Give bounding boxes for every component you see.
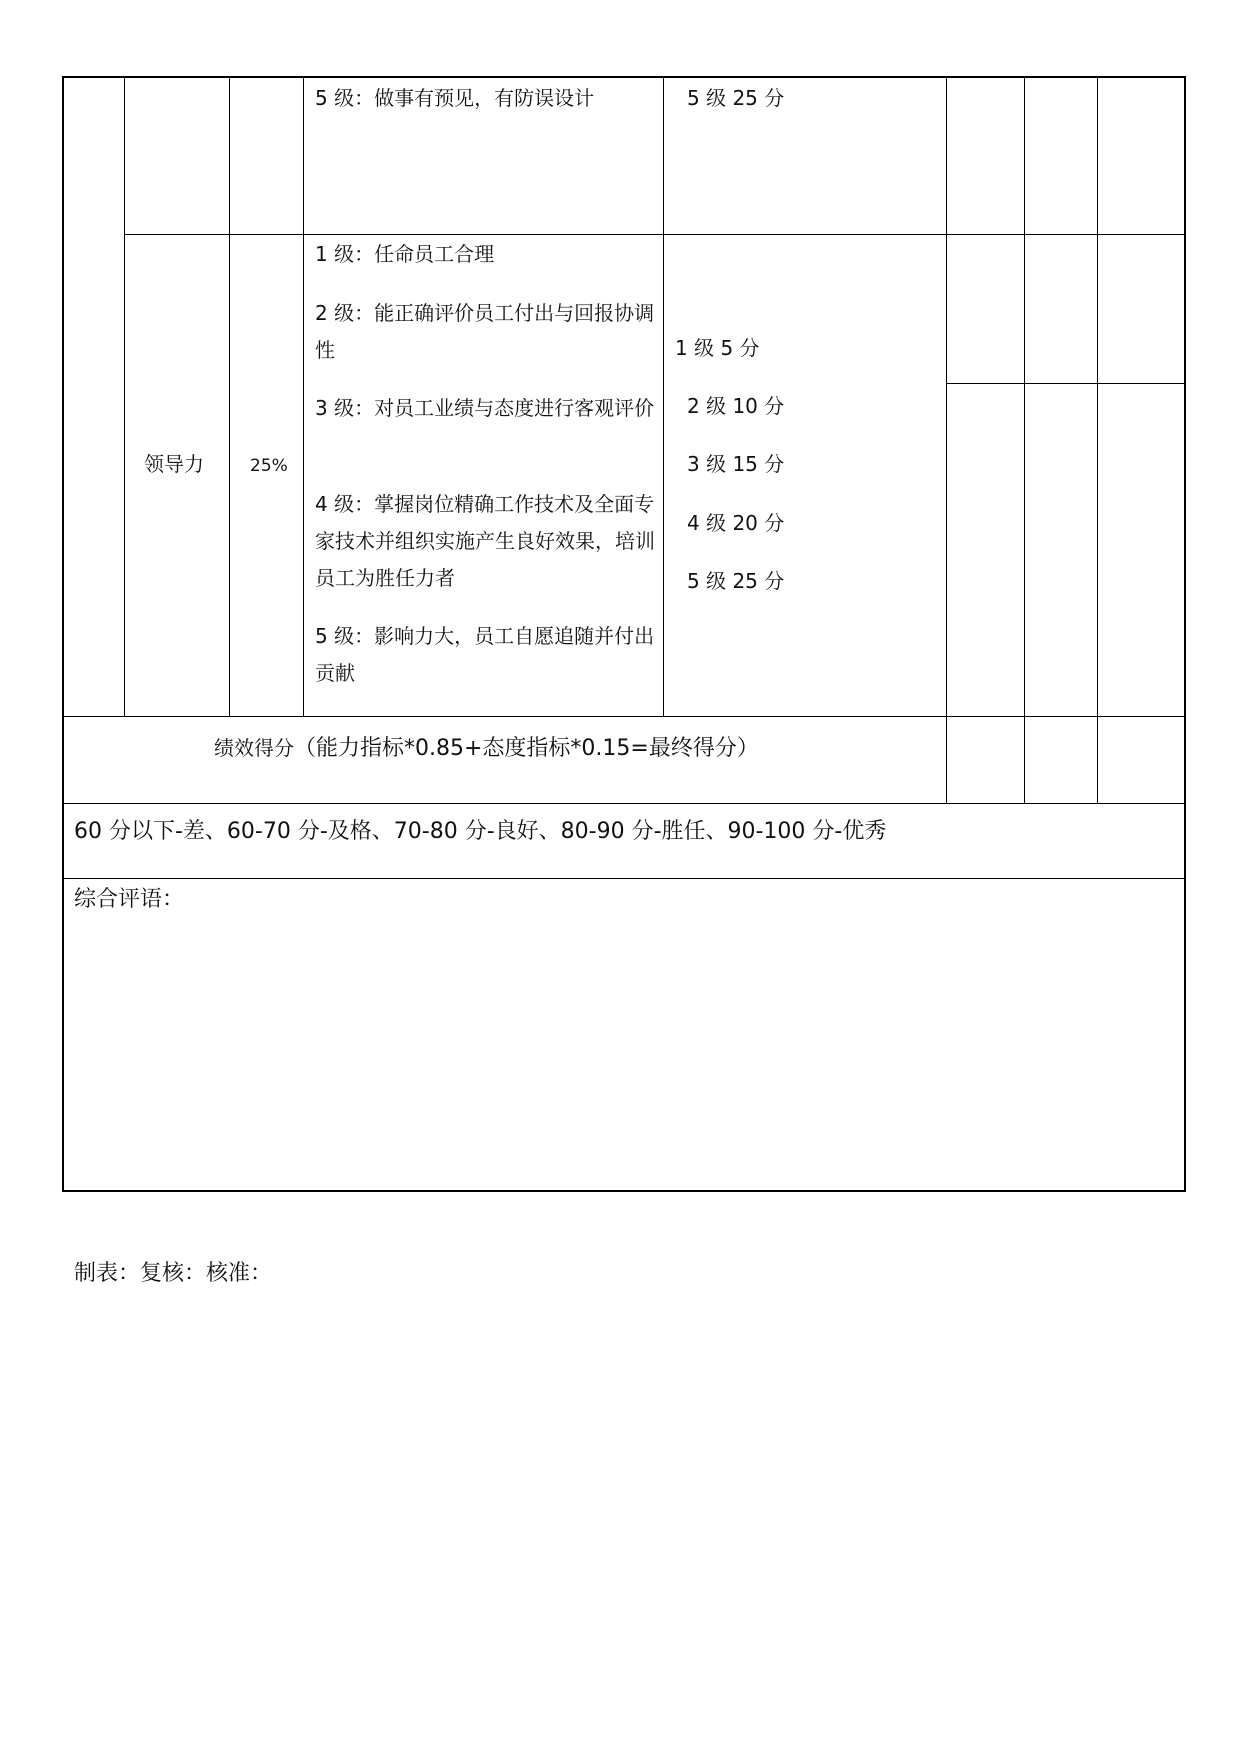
criterion-name: 领导力 [144, 452, 204, 476]
level-5-description: 5 级：影响力大，员工自愿追随并付出贡献 [315, 624, 655, 685]
col-divider [663, 76, 664, 716]
row-divider [946, 383, 1186, 384]
level-1-description: 1 级：任命员工合理 [315, 242, 495, 266]
col-divider [946, 76, 947, 803]
col-divider [124, 76, 125, 716]
level-5-score: 5 级 25 分 [687, 569, 785, 593]
row-divider [62, 716, 1186, 717]
col-divider [303, 76, 304, 716]
level-3-description: 3 级：对员工业绩与态度进行客观评价 [315, 396, 655, 420]
top-row-score: 5 级 25 分 [687, 86, 785, 110]
col-divider [229, 76, 230, 716]
level-3-score: 3 级 15 分 [687, 452, 785, 476]
row-divider [62, 803, 1186, 804]
criterion-weight: 25% [250, 456, 288, 476]
row-divider [62, 878, 1186, 879]
performance-score-label [214, 734, 759, 763]
level-2-score: 2 级 10 分 [687, 394, 785, 418]
col-divider [1024, 76, 1025, 803]
level-2-description: 2 级：能正确评价员工付出与回报协调性 [315, 301, 655, 362]
performance-score-formula: （能力指标*0.85+态度指标*0.15=最终得分） [294, 736, 759, 761]
level-4-description: 4 级：掌握岗位精确工作技术及全面专家技术并组织实施产生良好效果，培训员工为胜任力者 [315, 492, 655, 590]
col-divider [1097, 76, 1098, 803]
level-1-score: 1 级 5 分 [675, 336, 760, 360]
signature-line: 制表：复核：核准： [74, 1261, 273, 1286]
level-4-score: 4 级 20 分 [687, 511, 785, 535]
comment-label: 综合评语： [74, 887, 185, 912]
performance-score-title: 绩效得分 [214, 736, 294, 760]
row-divider [124, 234, 1186, 235]
top-row-description: 5 级：做事有预见，有防误设计 [315, 86, 595, 110]
grading-scale: 60 分以下-差、60-70 分-及格、70-80 分-良好、80-90 分-胜任、90-100 分-优秀 [74, 819, 887, 844]
